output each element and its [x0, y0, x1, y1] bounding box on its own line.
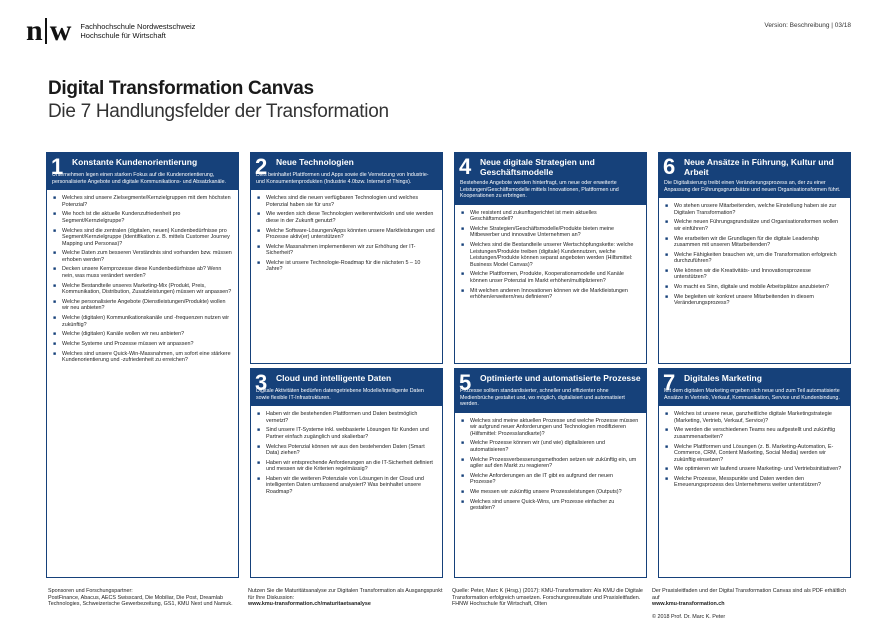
panel-header	[251, 153, 442, 190]
panel-number: 6	[663, 154, 676, 179]
panel-header	[455, 153, 646, 205]
list-item: ■ Wie begleiten wir konkret unsere Mitarbeitenden in diesem Veränderungsprozess?	[665, 294, 844, 307]
page-subtitle: Die 7 Handlungsfelder der Transformation	[48, 101, 389, 122]
list-item: ■ Mit welchen anderen Innovationen können wir die Marktleistungen erhöhen/erweitern/neu definieren?	[461, 288, 640, 301]
question-list	[461, 210, 640, 301]
panel-number: 4	[459, 154, 472, 179]
panel-3	[250, 368, 443, 578]
panel-5	[454, 368, 647, 578]
list-item: ■ Welches sind unsere Zielsegmente/Kernzielgruppen mit dem höchsten Potenzial?	[53, 195, 232, 208]
list-item: ■ Welche Bestandteile unseres Marketing-Mix (Produkt, Preis, Kommunikation, Distribution, Zusatzleistungen) müssen wir anpassen?	[53, 283, 232, 296]
panel-number: 1	[51, 154, 64, 179]
list-item: ■ Welche personalisierte Angebote (Dienstleistungen/Produkte) wollen wir neu anbieten?	[53, 299, 232, 312]
org-line-2: Hochschule für Wirtschaft	[80, 31, 166, 40]
list-item: ■ Sind unsere IT-Systeme inkl. webbasierte Lösungen für Kunden und Partner einfach zugänglich und skalierbar?	[257, 427, 436, 440]
footer-download	[652, 588, 852, 620]
logo-mark-left: n	[26, 14, 42, 47]
panel-description: Prozesse sollten standardisierter, schneller und effizienter ohne Medienbrüche gestaltet und, wo möglich, digitalisiert und automatisiert werden.	[460, 388, 625, 408]
logo-mark-right: w	[49, 14, 71, 47]
footer-source-text: Quelle: Peter, Marc K (Hrsg.) (2017): KMU-Transformation: Als KMU die Digitale Transformation erfolgreich umsetzen. Forschungsresultate und Praxisleitfaden. FHNW Hochschule für Wirtschaft, Olten	[452, 588, 643, 607]
list-item: ■ Haben wir die bestehenden Plattformen und Daten bestmöglich vernetzt?	[257, 411, 436, 424]
panel-title: Optimierte und automatisierte Prozesse	[480, 373, 641, 383]
panel-6	[658, 152, 851, 364]
panel-header	[659, 369, 850, 406]
footer-sponsors-text: PostFinance, Abacus, AECS Swisscard, Die Mobiliar, Die Post, Dreamlab Technologies, Schweizerische Gewerbezeitung, GS1, KMU Next und Namuk.	[48, 594, 233, 607]
panel-title: Digitales Marketing	[684, 373, 762, 383]
list-item: ■ Welches sind meine aktuellen Prozesse und welche Prozesse müssen wir aufgrund neuer Anforderungen und Technologien modifizieren (Hilfsmittel: Prozesslandkarte)?	[461, 418, 640, 438]
question-list	[665, 411, 844, 489]
footer-analysis-link[interactable]: www.kmu-transformation.ch/maturitaetsanalyse	[248, 601, 371, 607]
list-item: ■ Welche Systeme und Prozesse müssen wir anpassen?	[53, 341, 232, 348]
list-item: ■ Haben wir entsprechende Anforderungen an die IT-Sicherheit definiert und messen wir die Kriterien regelmässig?	[257, 460, 436, 473]
list-item: ■ Welche Plattformen, Produkte, Kooperationsmodelle und Kanäle können unser Potenzial im Markt erhöhen/multiplizieren?	[461, 271, 640, 284]
list-item: ■ Wie hoch ist die aktuelle Kundenzufriedenheit pro Segment/Kernzielgruppe?	[53, 211, 232, 224]
list-item: ■ Wie optimieren wir laufend unsere Marketing- und Vertriebsinitiativen?	[665, 466, 844, 473]
panel-1	[46, 152, 239, 578]
panel-number: 3	[255, 370, 268, 395]
list-item: ■ Welche neuen Führungsgrundsätze und Organisationsformen wollen wir einführen?	[665, 219, 844, 232]
list-item: ■ Welche Prozesse, Messpunkte und Daten werden den Erneuerungsprozess des Unternehmens weiter unterstützen?	[665, 476, 844, 489]
panel-description: Digitale Aktivitäten bedürfen datengetriebene Modelle/intelligente Daten sowie flexible IT-Infrastrukturen.	[256, 388, 424, 401]
panel-description: Unternehmen legen einen starken Fokus auf die Kundenorientierung, personalisierte Angebote und digitale Kommunikations- und Absatzkanäle.	[52, 172, 227, 185]
version-label: Version: Beschreibung | 03/18	[764, 22, 851, 29]
panel-description: Die Digitalisierung treibt einen Veränderungsprozess an, der zu einer Anpassung der Führungsgrundsätze und neuen Organisationsformen führt.	[664, 180, 841, 193]
question-list	[257, 195, 436, 273]
question-list	[257, 411, 436, 495]
canvas-grid	[46, 152, 851, 578]
list-item: ■ Welches sind die Bestandteile unserer Wertschöpfungskette: welche Leistungen/Produkte treiben (digitale) Kundennutzen, welche Leistungen/Produkte können separat angeboten werden (Hilfsmittel: Business Model Canvas)?	[461, 242, 640, 268]
list-item: ■ Welche (digitalen) Kommunikationskanäle und -frequenzen nutzen wir zukünftig?	[53, 315, 232, 328]
list-item: ■ Welche Anforderungen an die IT gibt es aufgrund der neuen Prozesse?	[461, 473, 640, 486]
list-item: ■ Welches Potenzial können wir aus den bestehenden Daten (Smart Data) ziehen?	[257, 444, 436, 457]
list-item: ■ Decken unsere Kernprozesse diese Kundenbedürfnisse ab? Wenn nein, was muss verändert werden?	[53, 266, 232, 279]
logo-text	[80, 22, 195, 40]
list-item: ■ Wie erarbeiten wir die Grundlagen für die digitale Leadership zusammen mit unseren Mitarbeitenden?	[665, 236, 844, 249]
logo-mark	[26, 16, 70, 46]
list-item: ■ Welche Massnahmen implementieren wir zur Erhöhung der IT-Sicherheit?	[257, 244, 436, 257]
footer-sponsors	[48, 588, 238, 608]
list-item: ■ Welches sind die neuen verfügbaren Technologien und welches Potenzial haben sie für uns?	[257, 195, 436, 208]
list-item: ■ Welche Plattformen und Lösungen (z. B. Marketing-Automation, E-Commerce, CRM, Content Marketing, Social Media) werden wir zukünftig einsetzen?	[665, 444, 844, 464]
footer-sponsors-lead: Sponsoren und Forschungspartner:	[48, 588, 133, 594]
list-item: ■ Welche ist unsere Technologie-Roadmap für die nächsten 5 – 10 Jahre?	[257, 260, 436, 273]
footer-copyright: © 2018 Prof. Dr. Marc K. Peter	[652, 613, 726, 620]
footer-source	[452, 588, 652, 608]
panel-header	[47, 153, 238, 190]
list-item: ■ Welches sind unsere Quick-Win-Massnahmen, um sofort eine stärkere Kundenorientierung und -zufriedenheit zu erreichen?	[53, 351, 232, 364]
panel-number: 5	[459, 370, 472, 395]
list-item: ■ Welche Fähigkeiten brauchen wir, um die Transformation erfolgreich durchzuführen?	[665, 252, 844, 265]
panel-header	[455, 369, 646, 413]
panel-title: Neue Ansätze in Führung, Kultur und Arbeit	[684, 157, 834, 177]
list-item: ■ Welche Daten zum besseren Verständnis sind vorhanden bzw. müssen erhoben werden?	[53, 250, 232, 263]
panel-number: 2	[255, 154, 268, 179]
panel-description: Mit dem digitalen Marketing ergeben sich neue und zum Teil automatisierte Ansätze in Vertrieb, Verkauf, Kommunikation, Service und Kundenbindung.	[664, 388, 840, 401]
panel-4	[454, 152, 647, 364]
footer-download-lead: Der Praxisleitfaden und der Digital Transformation Canvas sind als PDF erhältlich auf	[652, 588, 847, 601]
list-item: ■ Welche (digitalen) Kanäle wollen wir neu anbieten?	[53, 331, 232, 338]
fhnw-logo	[26, 16, 195, 46]
list-item: ■ Haben wir die weiteren Potenziale von Lösungen in der Cloud und intelligenten Daten umfassend analysiert? Was beinhaltet unsere Roadmap?	[257, 476, 436, 496]
panel-header	[659, 153, 850, 198]
footer-download-link[interactable]: www.kmu-transformation.ch	[652, 601, 725, 607]
panel-2	[250, 152, 443, 364]
footer-analysis-lead: Nutzen Sie die Maturitätsanalyse zur Digitalen Transformation als Ausgangspunkt für Ihre Diskussion:	[248, 588, 443, 601]
panel-title: Neue digitale Strategien und Geschäftsmodelle	[480, 157, 595, 177]
panel-title: Konstante Kundenorientierung	[72, 157, 198, 167]
list-item: ■ Wie werden sich diese Technologien weiterentwickeln und wie werden diese in der Zukunft genutzt?	[257, 211, 436, 224]
list-item: ■ Welches sind unsere Quick-Wins, um Prozesse einfacher zu gestalten?	[461, 499, 640, 512]
list-item: ■ Wie werden die verschiedenen Teams neu aufgestellt und zukünftig zusammenarbeiten?	[665, 427, 844, 440]
list-item: ■ Wie können wir die Kreativitäts- und Innovationsprozesse unterstützen?	[665, 268, 844, 281]
list-item: ■ Wie resistent und zukunftsgerichtet ist mein aktuelles Geschäftsmodell?	[461, 210, 640, 223]
footer-analysis	[248, 588, 448, 608]
list-item: ■ Wie messen wir zukünftig unsere Prozessleistungen (Outputs)?	[461, 489, 640, 496]
list-item: ■ Welche Prozessverbesserungsmethoden setzen wir zukünftig ein, um agiler auf den Markt zu reagieren?	[461, 457, 640, 470]
panel-header	[251, 369, 442, 406]
question-list	[53, 195, 232, 363]
list-item: ■ Wo stehen unsere Mitarbeitenden, welche Einstellung haben sie zur Digitalen Transformation?	[665, 203, 844, 216]
list-item: ■ Wo macht es Sinn, digitale und mobile Arbeitsplätze anzubieten?	[665, 284, 844, 291]
list-item: ■ Welche Strategien/Geschäftsmodelle/Produkte bieten meine Mitbewerber und innovative Unternehmen an?	[461, 226, 640, 239]
list-item: ■ Welche Software-Lösungen/Apps könnten unsere Marktleistungen und Prozesse aktiv(er) unterstützen?	[257, 228, 436, 241]
list-item: ■ Welches sind die zentralen (digitalen, neuen) Kundenbedürfnisse pro Segment/Kernzielgruppe (Identifikation z. B. mittels Customer Journey Mapping und Personas)?	[53, 228, 232, 248]
panel-number: 7	[663, 370, 676, 395]
panel-description: Dies beinhaltet Plattformen und Apps sowie die Vernetzung von Industrie- und Konsumentenprodukten (Industrie 4.0bzw. Internet of Things).	[256, 172, 429, 185]
panel-description: Bestehende Angebote werden hinterfragt, um neue oder erweiterte Leistungen/Geschäftsmodelle mittels Innovationen, Plattformen und Kooperationen zu erbringen.	[460, 180, 619, 200]
question-list	[461, 418, 640, 512]
org-line-1: Fachhochschule Nordwestschweiz	[80, 22, 196, 31]
panel-title: Cloud und intelligente Daten	[276, 373, 392, 383]
question-list	[665, 203, 844, 307]
panel-title: Neue Technologien	[276, 157, 354, 167]
list-item: ■ Welche Prozesse können wir (und wie) digitalisieren und automatisieren?	[461, 440, 640, 453]
panel-7	[658, 368, 851, 578]
page-title: Digital Transformation Canvas	[48, 78, 314, 99]
list-item: ■ Welches ist unsere neue, ganzheitliche digitale Marketingstrategie (Marketing, Vertrieb, Verkauf, Service)?	[665, 411, 844, 424]
